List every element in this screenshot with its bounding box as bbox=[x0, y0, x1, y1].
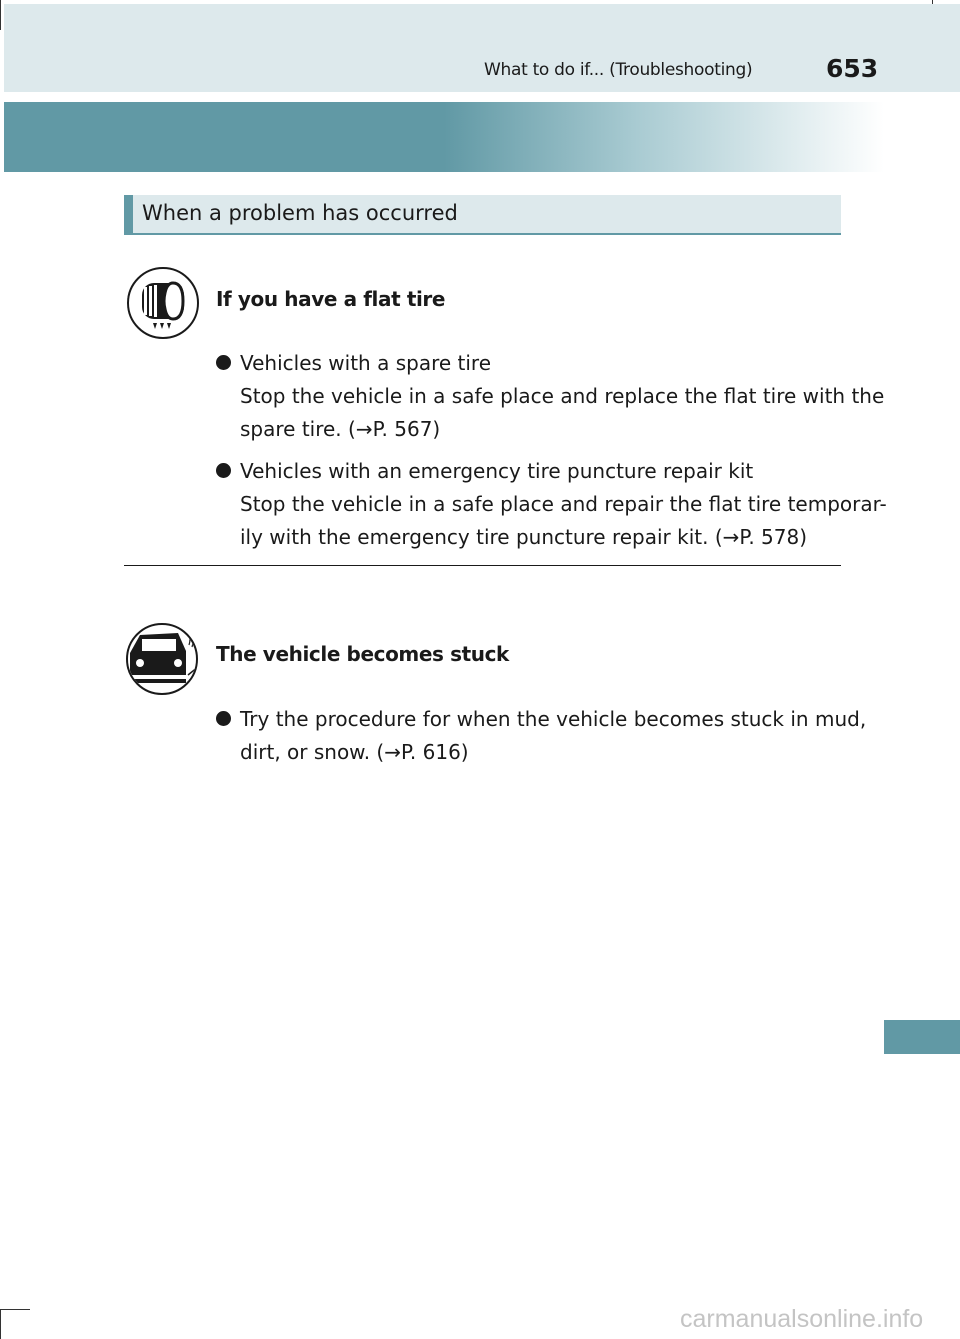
list-item-text bbox=[240, 347, 885, 446]
section-bar-accent bbox=[124, 195, 133, 235]
crop-mark bbox=[0, 0, 1, 30]
list-item-line: Try the procedure for when the vehicle becomes stuck in mud, bbox=[240, 707, 867, 731]
list-item-line: Vehicles with a spare tire bbox=[240, 351, 492, 375]
bullet-icon bbox=[216, 355, 231, 370]
list-item-text bbox=[240, 455, 887, 554]
section-divider bbox=[124, 565, 841, 566]
list-item-line: ily with the emergency tire puncture repair kit. (→P. 578) bbox=[240, 525, 808, 549]
bullet-icon bbox=[216, 463, 231, 478]
list-item-line: spare tire. (→P. 567) bbox=[240, 417, 441, 441]
chapter-tab-marker bbox=[884, 1020, 960, 1054]
crop-mark bbox=[0, 1309, 30, 1310]
section-heading: When a problem has occurred bbox=[142, 201, 458, 225]
list-item-text bbox=[240, 703, 867, 769]
chapter-title-bar bbox=[4, 102, 884, 172]
stuck-vehicle-icon bbox=[126, 623, 198, 695]
running-title: What to do if... (Troubleshooting) bbox=[484, 60, 753, 80]
section-bar bbox=[124, 195, 841, 235]
flat-tire-heading: If you have a flat tire bbox=[216, 287, 446, 311]
page-header bbox=[4, 4, 960, 92]
list-item-line: Stop the vehicle in a safe place and replace the flat tire with the bbox=[240, 384, 885, 408]
list-item-line: Stop the vehicle in a safe place and repair the flat tire temporar- bbox=[240, 492, 887, 516]
list-item-line: dirt, or snow. (→P. 616) bbox=[240, 740, 469, 764]
bullet-icon bbox=[216, 711, 231, 726]
list-item-line: Vehicles with an emergency tire puncture repair kit bbox=[240, 459, 754, 483]
watermark: carmanualsonline.info bbox=[680, 1305, 924, 1333]
stuck-heading: The vehicle becomes stuck bbox=[216, 642, 509, 666]
crop-mark bbox=[0, 1309, 1, 1339]
flat-tire-icon bbox=[127, 267, 199, 339]
page-number: 653 bbox=[826, 54, 879, 83]
